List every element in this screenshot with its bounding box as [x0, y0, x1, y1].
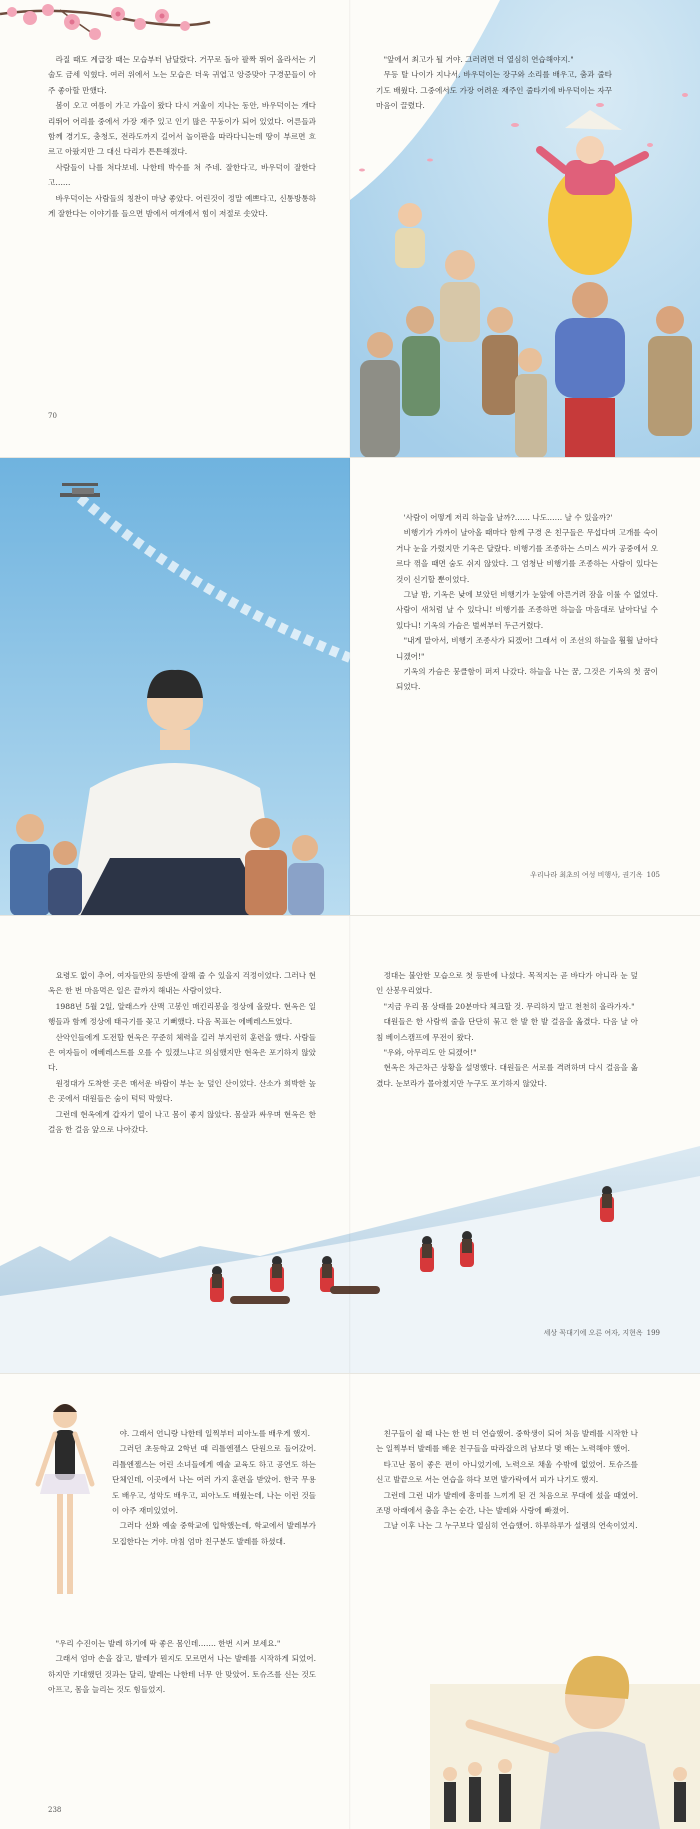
page-71: [350, 0, 700, 458]
body-text-page-71: [376, 52, 612, 114]
page-105: [350, 458, 700, 916]
paragraph: 무등 탈 나이가 지나서, 바우덕이는 장구와 소리를 배우고, 춤과 줄타기도 배웠다. 그중에서도 가장 어려운 재주인 줄타기에 바우덕이는 자꾸 마음이 끌렸다.: [376, 70, 612, 111]
paragraph: 현옥은 차근차근 상황을 설명했다. 대원들은 서로를 격려하며 다시 걸음을 옮겼다. 눈보라가 몰아쳤지만 누구도 포기하지 않았다.: [376, 1063, 638, 1088]
paragraph: 친구들이 쉴 때 나는 한 번 더 연습했어. 중학생이 되어 처음 발레를 시작한 나는 일찍부터 발레를 배운 친구들을 따라잡으려 남보다 몇 배는 노력해야 했어.: [376, 1429, 638, 1454]
paragraph: 원정대가 도착한 곳은 매서운 바람이 부는 눈 덮인 산이었다. 산소가 희박한 높은 곳에서 대원들은 숨이 턱턱 막혔다.: [48, 1078, 316, 1104]
spread-ji-hyeonok: [0, 916, 700, 1374]
body-text-page-238-bottom: [48, 1636, 316, 1698]
paragraph: 타고난 몸이 좋은 편이 아니었기에, 노력으로 채울 수밖에 없었어. 토슈즈를 신고 발끝으로 서는 연습을 하다 보면 발가락에서 피가 나기도 했지.: [376, 1459, 638, 1485]
paragraph: 야. 그래서 언니랑 나한테 일찍부터 피아노를 배우게 했지.: [119, 1429, 311, 1438]
page-number: 105: [646, 871, 660, 879]
paragraph: 대원들은 한 사람씩 줄을 단단히 묶고 한 발 한 발 걸음을 옮겼다. 다음 날 아침 베이스캠프에 무전이 왔다.: [376, 1017, 638, 1042]
body-text-page-70: [48, 52, 316, 221]
paragraph: 그런데 현옥에게 갑자기 열이 나고 몸이 좋지 않았다. 몸살과 싸우며 현옥은 한 걸음 한 걸음 앞으로 나아갔다.: [48, 1109, 316, 1135]
paragraph: "우리 수진이는 발레 하기에 딱 좋은 몸인데……. 한번 시켜 보세요.": [55, 1639, 281, 1648]
page-70: [0, 0, 350, 458]
paragraph: 사람들이 나를 쳐다보네. 나한테 박수를 쳐 주네. 잘한다고, 바우덕이 잘한다고……: [48, 162, 316, 188]
paragraph: 산악인들에게 도전할 현옥은 꾸준히 체력을 길러 부지런히 훈련을 했다. 사람들은 여자들이 에베레스트를 오를 수 있겠느냐고 의심했지만 현옥은 포기하지 않았다.: [48, 1032, 316, 1073]
running-footer: [544, 1328, 660, 1338]
paragraph: 그러다 선화 예술 중학교에 입학했는데, 학교에서 발레부가 모집한다는 거야. 마침 엄마 친구분도 발레를 하셨대.: [112, 1521, 316, 1546]
page-199: [350, 916, 700, 1374]
page-number: 70: [48, 412, 57, 420]
page-238: [0, 1374, 350, 1829]
paragraph: 정대는 불안한 모습으로 첫 등반에 나섰다. 목적지는 곧 바다가 아니라 눈 덮인 산봉우리였다.: [376, 971, 638, 996]
paragraph: "지금 우리 몸 상태를 20분마다 체크할 것. 무리하지 말고 천천히 올라가자.": [383, 1001, 635, 1011]
paragraph: 요령도 없이 추어, 여자들만의 등반에 잘해 줄 수 있을지 걱정이었다. 그러나 현옥은 한 번 마음먹은 일은 끝까지 해내는 사람이었다.: [48, 971, 316, 996]
paragraph: 기옥의 가슴은 뭉클함이 퍼져 나갔다. 하늘을 나는 꿈, 그것은 기옥의 첫 꿈이 되었다.: [396, 667, 658, 692]
page-239: [350, 1374, 700, 1829]
ballet-teacher-illustration: [430, 1574, 700, 1829]
paragraph: 비행기가 가까이 날아올 때마다 함께 구경 온 친구들은 무섭다며 고개를 숙이거나 눈을 가렸지만 기옥은 달랐다. 비행기를 조종하는 스미스 씨가 공중에서 오르다 꺾을 때면 숨도 쉬지 않았다. 그 엄청난 비행기를 조종하는 사람이 있다는 것이 신기할 뿐이었다.: [396, 528, 658, 584]
body-text-page-239: [376, 1426, 638, 1534]
paragraph: 그런데 그런 내가 발레에 흥미를 느끼게 된 건 처음으로 무대에 섰을 때였어. 조명 아래에서 춤을 추는 순간, 나는 발레와 사랑에 빠졌어.: [376, 1490, 638, 1516]
running-footer: [530, 870, 660, 880]
body-text-page-105: [396, 510, 658, 695]
paragraph: 봄이 오고 여름이 가고 가을이 왔다 다시 겨울이 지나는 동안, 바우덕이는 개다리뛰어 어리를 중에서 가장 재주 있고 인기 많은 꾸둥이가 되어 있었다. 어른들과 함께 경기도, 충청도, 전라도까지 길어서 놀이판을 따라다니는데 땅이 부르면 흐르고 아팠지만 그 대신 다리가 튼튼해졌다.: [48, 101, 316, 157]
page-number: 199: [646, 1329, 660, 1337]
paragraph: 바우덕이는 사람들의 칭찬이 마냥 좋았다. 어린것이 정말 예쁘다고, 신통방통하게 잘한다는 이야기를 들으면 밤에서 여개에서 힘이 저절로 솟았다.: [48, 193, 316, 219]
paragraph: 그날 밤, 기옥은 낮에 보았던 비행기가 눈앞에 아른거려 잠을 이룰 수 없었다. 사람이 새처럼 날 수 있다니! 비행기를 조종하면 하늘을 마음대로 날아다닐 수 있다니! 기옥의 가슴은 벌써부터 두근거렸다.: [396, 590, 658, 630]
chapter-title: 우리나라 최초의 여성 비행사, 권기옥: [530, 871, 643, 879]
spread-gwon-giok: [0, 458, 700, 916]
paragraph: '사람이 어떻게 저리 하늘을 날까?…… 나도…… 날 수 있을까?': [403, 513, 613, 522]
ballerina-girl-illustration: [30, 1394, 100, 1614]
paragraph: 그래서 엄마 손을 잡고, 발레가 뭔지도 모르면서 나는 발레를 시작하게 되었어. 하지만 기대했던 것과는 달리, 발레는 나한테 너무 안 맞았어. 토슈즈를 신는 것도 아프고, 몸을 늘리는 것도 힘들었지.: [48, 1654, 316, 1695]
page-198: [0, 916, 350, 1374]
page-number: 238: [48, 1806, 62, 1814]
paragraph: "우와, 아무리도 안 되겠어!": [383, 1048, 477, 1058]
body-text-page-198: [48, 968, 316, 1137]
cherry-blossom-branch-illustration: [0, 0, 230, 55]
airplane-watching-girl-illustration: [0, 458, 350, 916]
paragraph: 그날 이후 나는 그 누구보다 열심히 연습했어. 하루하루가 설렘의 연속이었지.: [383, 1521, 638, 1531]
spread-baudeogi: [0, 0, 700, 458]
paragraph: "앞에서 최고가 될 거야. 그러려면 더 열심히 연습해야지.": [383, 55, 574, 64]
paragraph: 1988년 5월 2일, 알래스카 산맥 고봉인 매킨리봉을 정상에 올랐다. 현옥은 일행들과 함께 정상에 태극기를 꽂고 기뻐했다. 다음 목표는 에베레스트였다.: [48, 1001, 316, 1027]
spread-kang-sujin: [0, 1374, 700, 1829]
body-text-page-238-top: [112, 1426, 316, 1549]
paragraph: 라질 때도 계급장 때는 모습부터 남달랐다. 거꾸로 돌아 팔짝 뛰어 올라서는 기술도 금세 익혔다. 여러 위에서 노는 모습은 더욱 귀엽고 앙증맞아 구경꾼들이 아주 좋아할 만했다.: [48, 55, 316, 95]
body-text-page-199: [376, 968, 638, 1091]
chapter-title: 세상 꼭대기에 오른 여자, 지현옥: [543, 1329, 643, 1337]
paragraph: "내게 맡아서, 비행기 조종사가 되겠어! 그래서 이 조선의 하늘을 훨훨 날아다니겠어!": [396, 636, 658, 661]
page-104: [0, 458, 350, 916]
paragraph: 그러던 초등학교 2학년 때 리틀엔젤스 단원으로 들어갔어. 리틀엔젤스는 어린 소녀들에게 예술 교육도 하고 공연도 하는 단체인데, 이곳에서 나는 여러 가지 훈련을 받았어. 한국 무용도 배우고, 성악도 배우고, 피아노도 배웠는데, 나는 이런 것들이 아주 재미있었어.: [112, 1444, 316, 1516]
